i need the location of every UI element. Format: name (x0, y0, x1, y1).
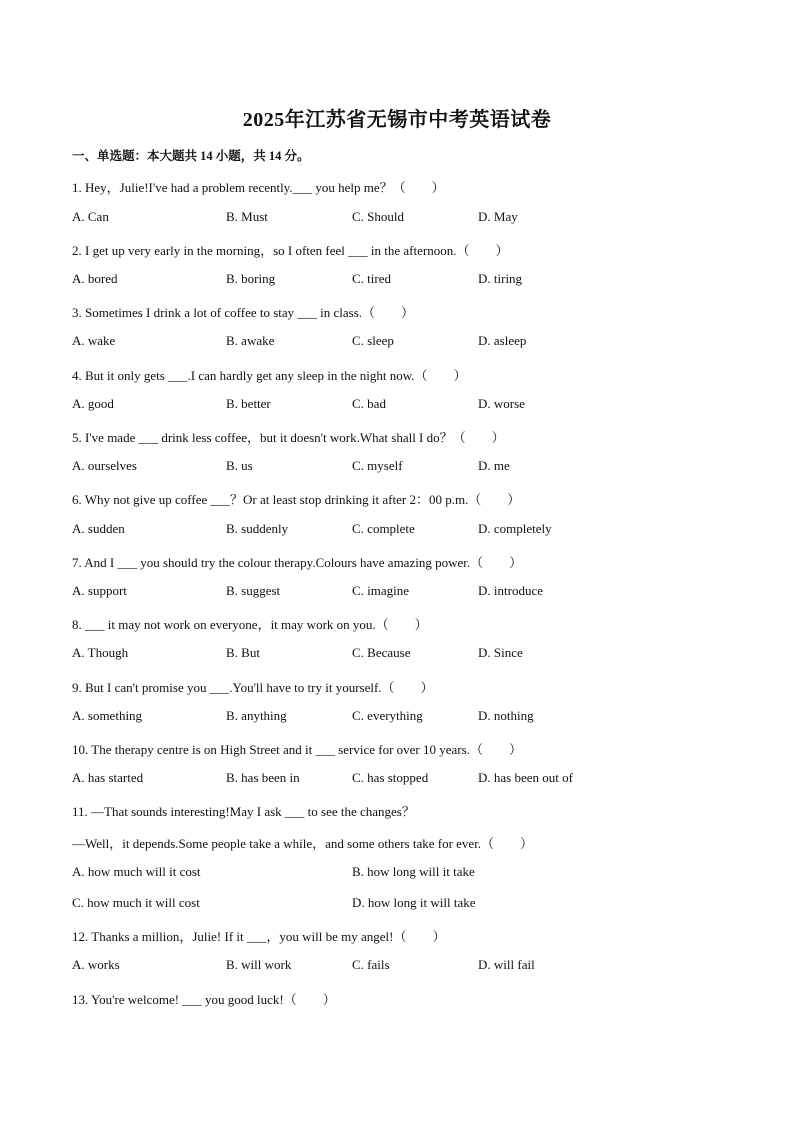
option-a: A. ourselves (72, 458, 137, 473)
option-b: B. better (226, 396, 271, 411)
option-d: D. how long it will take (352, 895, 476, 910)
option-c: C. Because (352, 645, 411, 660)
option-b: B. anything (226, 708, 287, 723)
question-stem: 6. Why not give up coffee ___？Or at least stop drinking it after 2：00 p.m.（ ） (72, 492, 521, 507)
option-c: C. everything (352, 708, 423, 723)
question-stem: 8. ___ it may not work on everyone，it may work on you.（ ） (72, 617, 428, 632)
question-stem: 10. The therapy centre is on High Street and it ___ service for over 10 years.（ ） (72, 742, 522, 757)
question-stem: 12. Thanks a million，Julie! If it ___，you will be my angel!（ ） (72, 929, 446, 944)
option-b: B. how long will it take (352, 864, 475, 879)
option-a: A. works (72, 957, 120, 972)
option-c: C. tired (352, 271, 391, 286)
option-c: C. imagine (352, 583, 410, 598)
option-c: C. fails (352, 957, 390, 972)
option-a: A. has started (72, 770, 144, 785)
question-stem: 9. But I can't promise you ___.You'll have to try it yourself.（ ） (72, 680, 434, 695)
option-b: B. us (226, 458, 253, 473)
question-stem: 5. I've made ___ drink less coffee，but it doesn't work.What shall I do？（ ） (72, 430, 505, 445)
option-b: B. suddenly (226, 521, 289, 536)
option-b: B. will work (226, 957, 292, 972)
option-a: A. good (72, 396, 114, 411)
option-a: A. Can (72, 209, 109, 224)
option-d: D. has been out of (478, 770, 573, 785)
option-a: A. something (72, 708, 143, 723)
option-d: D. asleep (478, 333, 527, 348)
option-c: C. Should (352, 209, 405, 224)
question-stem: 3. Sometimes I drink a lot of coffee to stay ___ in class.（ ） (72, 305, 415, 320)
question-stem-continued: —Well，it depends.Some people take a while，and some others take for ever.（ ） (72, 836, 534, 851)
option-b: B. awake (226, 333, 275, 348)
question-stem: 7. And I ___ you should try the colour therapy.Colours have amazing power.（ ） (72, 555, 523, 570)
option-c: C. bad (352, 396, 386, 411)
section-heading: 一、单选题：本大题共 14 小题，共 14 分。 (72, 149, 310, 163)
option-a: A. support (72, 583, 127, 598)
option-d: D. tiring (478, 271, 523, 286)
option-d: D. Since (478, 645, 523, 660)
question-stem: 1. Hey，Julie!I've had a problem recently.___ you help me？（ ） (72, 180, 445, 195)
option-a: A. sudden (72, 521, 125, 536)
question-stem: 11. —That sounds interesting!May I ask ___ to see the changes？ (72, 804, 415, 819)
option-a: A. Though (72, 645, 129, 660)
question-stem: 2. I get up very early in the morning，so I often feel ___ in the afternoon.（ ） (72, 243, 509, 258)
question-stem: 4. But it only gets ___.I can hardly get any sleep in the night now.（ ） (72, 368, 467, 383)
option-b: B. Must (226, 209, 268, 224)
option-d: D. May (478, 209, 518, 224)
option-d: D. worse (478, 396, 525, 411)
option-c: C. how much it will cost (72, 895, 200, 910)
option-a: A. wake (72, 333, 116, 348)
option-b: B. But (226, 645, 260, 660)
page-title: 2025年江苏省无锡市中考英语试卷 (242, 109, 552, 131)
option-d: D. completely (478, 521, 552, 536)
option-c: C. myself (352, 458, 403, 473)
option-d: D. nothing (478, 708, 534, 723)
option-b: B. has been in (226, 770, 300, 785)
option-a: A. how much will it cost (72, 864, 201, 879)
question-stem: 13. You're welcome! ___ you good luck!（ ） (72, 992, 336, 1007)
option-d: D. will fail (478, 957, 535, 972)
option-d: D. me (478, 458, 510, 473)
option-a: A. bored (72, 271, 118, 286)
option-b: B. boring (226, 271, 276, 286)
option-c: C. has stopped (352, 770, 429, 785)
option-c: C. complete (352, 521, 415, 536)
option-c: C. sleep (352, 333, 394, 348)
option-b: B. suggest (226, 583, 281, 598)
option-d: D. introduce (478, 583, 543, 598)
